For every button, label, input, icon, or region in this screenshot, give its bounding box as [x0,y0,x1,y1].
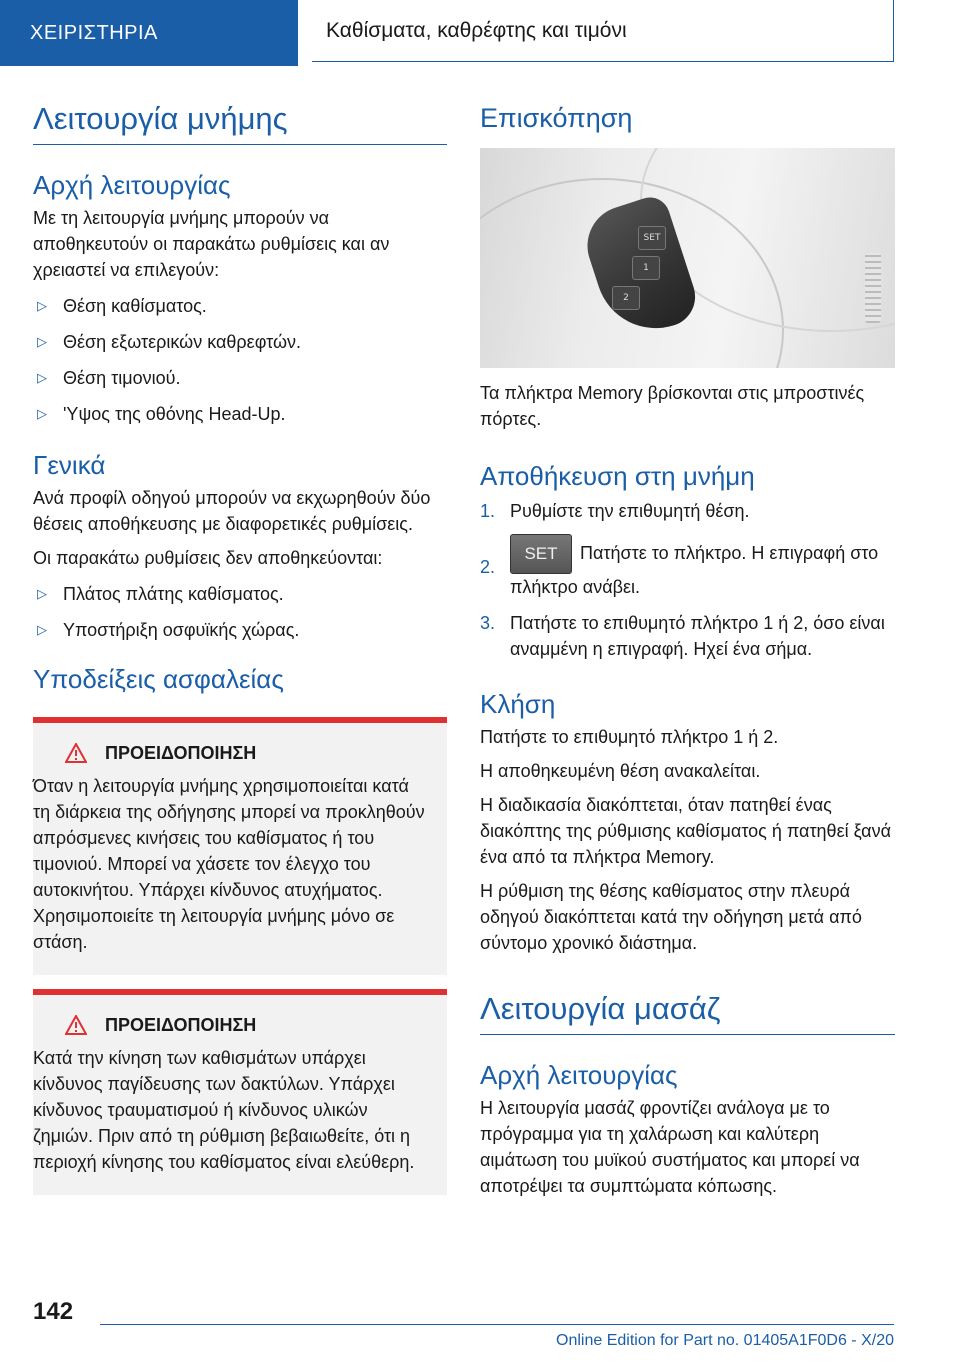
warning-triangle-icon [65,1015,87,1035]
page-number: 142 [33,1298,74,1325]
warning-triangle-icon [65,743,87,763]
warning-text: Κατά την κίνηση των καθισμάτων υπάρχει κίνδυνος παγίδευσης των δακτύλων. Υπάρχει κίνδυνος τραυματισμού ή κίνδυνος υλικών ζημιών. Πριν από τη ρύθμιση βεβαιωθείτε, ότι η περιοχή κίνησης του καθίσματος είναι ελεύθερη. [33,1048,415,1172]
right-column [480,100,895,1199]
list-item: ▷ 'Υψος της οθόνης Head-Up. [33,401,447,427]
principle-heading: Αρχή λειτουργίας [33,170,231,200]
warning-label: ΠΡΟΕΙΔΟΠΟΙΗΣΗ [105,1015,257,1035]
massage-function-title: Λειτουργία μασάζ [480,990,895,1035]
memory-key-1: 1 [632,256,660,280]
overview-heading: Επισκόπηση [480,103,633,133]
list-item: 3. Πατήστε το επιθυμητό πλήκτρο 1 ή 2, όσο είναι αναμμένη η επιγραφή. Ηχεί ένα σήμα. [480,613,885,659]
recall-text: Η διαδικασία διακόπτεται, όταν πατηθεί ένας διακόπτης της ρύθμισης καθίσματος ή πατηθεί ξανά ένα από τα πλήκτρα Memory. [480,795,891,867]
set-key: SET [638,226,666,250]
warning-text: Όταν η λειτουργία μνήμης χρησιμοποιείται κατά τη διάρκεια της οδήγησης μπορεί να προκληθούν απρόσμενες κινήσεις του καθίσματος ή του τιμονιού. Μπορεί να χάσετε τον έλεγχο του αυτοκινήτου. Υπάρχει κίνδυνος ατυχήματος. Χρησιμοποιείτε τη λειτουργία μνήμης μόνο σε στάση. [33,776,425,952]
edition-text: Online Edition for Part no. 01405A1F0D6 - X/20 [556,1332,894,1349]
list-item: ▷ Πλάτος πλάτης καθίσματος. [33,581,447,607]
list-item: 2. SET Πατήστε το πλήκτρο. Η επιγραφή στο πλήκτρο ανάβει. [480,534,895,600]
section-title: Καθίσματα, καθρέφτης και τιμόνι [312,0,894,62]
warning-label: ΠΡΟΕΙΔΟΠΟΙΗΣΗ [105,743,257,763]
principle-text: Με τη λειτουργία μνήμης μπορούν να αποθηκευτούν οι παρακάτω ρυθμίσεις και αν χρειαστεί να επιλεγούν: [33,208,390,280]
safety-heading: Υποδείξεις ασφαλείας [33,664,284,694]
list-item: ▷ Θέση καθίσματος. [33,293,447,319]
recall-heading: Κλήση [480,689,556,719]
triangle-right-icon: ▷ [37,586,47,601]
warning-box [33,717,447,975]
chapter-tab: ΧΕΙΡΙΣΤΗΡΙΑ [0,0,298,66]
triangle-right-icon: ▷ [37,406,47,421]
massage-principle-heading: Αρχή λειτουργίας [480,1060,678,1090]
set-button-icon: SET [510,534,572,574]
massage-text: Η λειτουργία μασάζ φροντίζει ανάλογα με το πρόγραμμα για τη χαλάρωση και καλύτερη αιμάτωση του μυϊκού συστήματος και μπορεί να αποτρέψει τα συμπτώματα κόπωσης. [480,1098,860,1196]
list-item: ▷ Θέση εξωτερικών καθρεφτών. [33,329,447,355]
list-item: 1. Ρυθμίστε την επιθυμητή θέση. [480,501,750,521]
triangle-right-icon: ▷ [37,370,47,385]
memory-function-title: Λειτουργία μνήμης [33,100,447,145]
recall-text: Η αποθηκευμένη θέση ανακαλείται. [480,761,761,781]
triangle-right-icon: ▷ [37,622,47,637]
triangle-right-icon: ▷ [37,298,47,313]
store-heading: Αποθήκευση στη μνήμη [480,461,755,491]
triangle-right-icon: ▷ [37,334,47,349]
memory-key-2: 2 [612,286,640,310]
store-steps [480,498,895,662]
footer-divider [100,1324,894,1325]
photo-caption: Τα πλήκτρα Memory βρίσκονται στις μπροστινές πόρτες. [480,383,865,429]
recall-text: Πατήστε το επιθυμητό πλήκτρο 1 ή 2. [480,727,779,747]
speaker-grille [865,253,881,323]
not-stored-list [33,581,447,643]
not-stored-text: Οι παρακάτω ρυθμίσεις δεν αποθηκεύονται: [33,548,383,568]
list-item: ▷ Θέση τιμονιού. [33,365,447,391]
recall-text: Η ρύθμιση της θέσης καθίσματος στην πλευρά οδηγού διακόπτεται κατά την οδήγηση μετά από σύντομο χρονικό διάστημα. [480,881,862,953]
memory-settings-list [33,293,447,427]
page-footer [0,1296,960,1362]
page-header [0,0,960,66]
list-item: ▷ Υποστήριξη οσφυϊκής χώρας. [33,617,447,643]
warning-box [33,989,447,1195]
general-text: Ανά προφίλ οδηγού μπορούν να εκχωρηθούν δύο θέσεις αποθήκευσης με διαφορετικές ρυθμίσεις. [33,488,431,534]
left-column [33,100,447,1195]
memory-buttons-photo [480,148,895,368]
general-heading: Γενικά [33,450,106,480]
